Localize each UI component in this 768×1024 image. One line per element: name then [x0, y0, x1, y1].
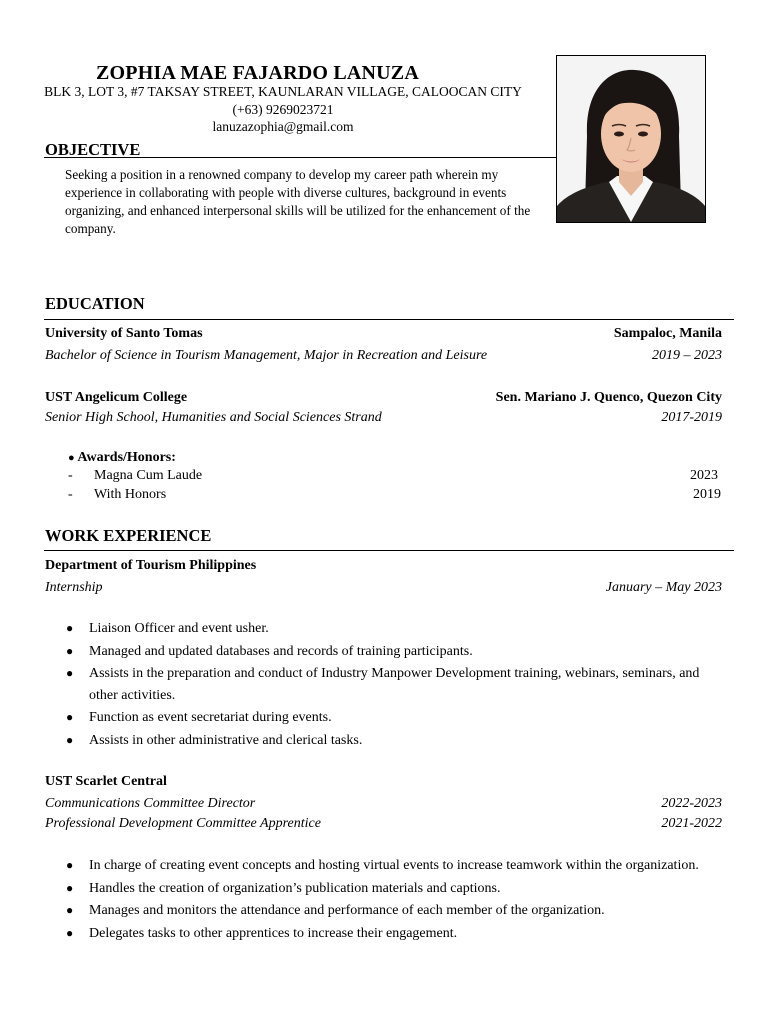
bullet-icon: ●: [66, 710, 74, 724]
role-dates: 2022-2023: [661, 796, 722, 811]
award-name: With Honors: [94, 487, 167, 502]
award-dash: -: [68, 468, 73, 483]
email-line: lanuzazophia@gmail.com: [212, 119, 354, 134]
profile-photo: [556, 55, 706, 223]
objective-rule: [44, 157, 556, 158]
job-bullet-list: [66, 855, 726, 945]
school-name: University of Santo Tomas: [45, 326, 203, 341]
bullet-icon: ●: [66, 880, 74, 895]
award-year: 2023: [690, 468, 718, 483]
bullet-icon: ●: [66, 732, 74, 747]
school-location: Sampaloc, Manila: [613, 326, 722, 341]
work-heading: WORK EXPERIENCE: [45, 526, 212, 545]
degree-years: 2017-2019: [661, 410, 722, 425]
list-item: ● Liaison Officer and event usher.: [66, 618, 726, 640]
role-title: Professional Development Committee Apprentice: [45, 816, 321, 831]
list-item: ● Function as event secretariat during events.: [66, 707, 726, 729]
resume-name: ZOPHIA MAE FAJARDO LANUZA: [96, 62, 419, 84]
bullet-icon: ●: [66, 643, 74, 658]
bullet-icon: ●: [66, 925, 74, 940]
bullet-icon: ●: [66, 621, 74, 635]
education-heading: EDUCATION: [45, 294, 145, 313]
portrait-image: [557, 56, 705, 222]
role-title: Communications Committee Director: [45, 796, 256, 811]
bullet-icon: ●: [68, 452, 75, 464]
awards-heading: [68, 450, 176, 466]
awards-label: Awards/Honors:: [77, 450, 176, 465]
org-name: UST Scarlet Central: [45, 774, 167, 789]
school-location: Sen. Mariano J. Quenco, Quezon City: [495, 390, 722, 405]
degree-text: Bachelor of Science in Tourism Management, Major in Recreation and Leisure: [45, 348, 488, 363]
objective-heading: OBJECTIVE: [45, 140, 141, 159]
list-item: ● Assists in the preparation and conduct of Industry Manpower Development training, webinars, seminars, and other activities.: [66, 663, 726, 706]
list-item: ● In charge of creating event concepts and hosting virtual events to increase teamwork within the organization.: [66, 855, 726, 877]
address-line: BLK 3, LOT 3, #7 TAKSAY STREET, KAUNLARAN VILLAGE, CALOOCAN CITY: [44, 84, 522, 99]
objective-text: Seeking a position in a renowned company to develop my career path wherein my experience in collaborating with people with diverse cultures, background in events organizing, and enhanced interpersonal skills will be utilized for the enhancement of the company.: [65, 167, 531, 236]
list-item: ● Managed and updated databases and records of training participants.: [66, 641, 726, 663]
list-item: ● Handles the creation of organization’s publication materials and captions.: [66, 878, 726, 900]
list-item: ● Assists in other administrative and clerical tasks.: [66, 730, 726, 752]
bullet-icon: ●: [66, 666, 74, 680]
bullet-icon: ●: [66, 903, 74, 917]
job-bullet-list: [66, 618, 726, 752]
work-rule: [44, 550, 734, 551]
award-dash: -: [68, 487, 73, 502]
education-rule: [44, 319, 734, 320]
role-dates: 2021-2022: [661, 816, 722, 831]
award-year: 2019: [693, 487, 721, 502]
phone-line: (+63) 9269023721: [232, 102, 334, 117]
award-name: Magna Cum Laude: [94, 468, 203, 483]
degree-years: 2019 – 2023: [652, 348, 722, 363]
role-dates: January – May 2023: [605, 580, 722, 595]
degree-text: Senior High School, Humanities and Social Sciences Strand: [45, 410, 382, 425]
school-name: UST Angelicum College: [45, 390, 188, 405]
list-item: ● Manages and monitors the attendance and performance of each member of the organization.: [66, 900, 726, 922]
role-title: Internship: [45, 580, 103, 595]
org-name: Department of Tourism Philippines: [45, 558, 257, 573]
list-item: ● Delegates tasks to other apprentices to increase their engagement.: [66, 923, 726, 945]
bullet-icon: ●: [66, 858, 74, 872]
